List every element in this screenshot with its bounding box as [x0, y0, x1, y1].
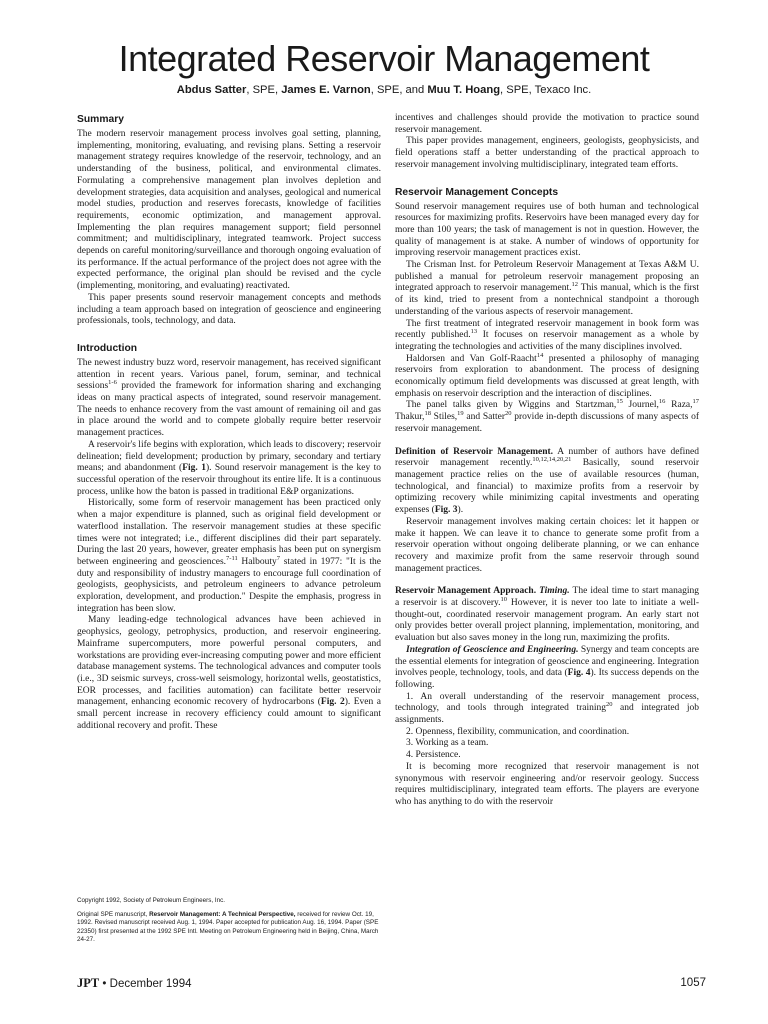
- run-in-heading: Reservoir Management Approach.: [395, 586, 537, 597]
- approach-paragraph: Reservoir Management Approach. Timing. The ideal time to start managing a reservoir is at discovery.$^{10}$ However, it is never too late to initiate a well-thought-out, coordinated reservoir management program. An early start not only provides better overall project planning, implementation, monitoring, and evaluation but also saves money in the long run, maximizing the profits.: [395, 586, 700, 644]
- right-column: [395, 113, 699, 809]
- intro-paragraph: The newest industry buzz word, reservoir management, has received significant attention in recent years. Various panel, forum, seminar, and technical sessions$^{1-6}$ provided the framework for information sharing and exchanging ideas on many practical aspects of integrated, sound reservoir management. The needs to enhance recovery from the vast amount of remaining oil and gas in place around the world and to compete globally require better reservoir management practices.: [77, 357, 381, 439]
- citation: 16: [658, 398, 666, 406]
- run-in-subheading: Timing.: [539, 586, 570, 597]
- author-affiliation: , SPE,: [246, 84, 282, 96]
- citation: 10: [500, 595, 507, 603]
- author-name: Muu T. Hoang: [427, 84, 501, 96]
- author-byline: [0, 83, 768, 97]
- body-paragraph: incentives and challenges should provide the motivation to practice sound reservoir management.: [395, 113, 699, 135]
- body-paragraph: Reservoir management involves making certain choices: let it happen or make it happen. We can leave it to chance to generate some profit from a reservoir operation without ongoing deliberate planning, or we can enhance recovery and maximize profit from the same reservoir through sound management practices.: [395, 516, 699, 574]
- manuscript-note: Original SPE manuscript, Reservoir Management: A Technical Perspective, received for review Oct. 19, 1992. Revised manuscript received Aug. 1, 1994. Paper accepted for publication Aug. 16, 1994. Paper (SPE 22350) first presented at the 1992 SPE Intl. Meeting on Petroleum Engineering held in Beijing, China, March 24-27.: [77, 911, 379, 943]
- concepts-heading: Reservoir Management Concepts: [395, 186, 559, 198]
- list-item: 1. An overall understanding of the reservoir management process, technology, and tools through integrated training$^{20}$ and integrated job assignments.: [395, 691, 699, 726]
- citation: 19: [457, 410, 464, 418]
- citation: 18: [424, 410, 431, 418]
- footnotes: [77, 897, 381, 950]
- figure-reference: Fig. 2: [320, 697, 345, 708]
- page-number: 1057: [680, 977, 706, 989]
- author-affiliation: , SPE, Texaco Inc.: [500, 84, 592, 96]
- citation: 7: [276, 554, 281, 562]
- journal-name: JPT: [77, 976, 100, 990]
- citation: 14: [536, 351, 544, 359]
- paper-title: Integrated Reservoir Management: [118, 38, 650, 79]
- author-affiliation: , SPE, and: [370, 84, 428, 96]
- journal-footer: JPT • December 1994: [77, 976, 192, 990]
- introduction-heading: Introduction: [77, 342, 138, 354]
- figure-reference: Fig. 1: [182, 463, 206, 474]
- body-paragraph: Sound reservoir management requires use of both human and technological resources for maximizing profits. Reservoirs have been managed every day for more than 100 years; the task of management is not in question. However, the quality of management is at stake. A number of windows of opportunity for improving reservoir management practices exist.: [395, 201, 699, 259]
- citation: 20: [606, 701, 613, 709]
- list-item: 3. Working as a team.: [406, 738, 489, 749]
- body-paragraph: It is becoming more recognized that reservoir management is not synonymous with reservoir engineering and/or reservoir geology. Success requires multidisciplinary, integrated team efforts. The players are everyone who has anything to do with the reservoir: [395, 761, 699, 807]
- figure-reference: Fig. 3: [434, 505, 458, 516]
- body-paragraph: The Crisman Inst. for Petroleum Reservoir Management at Texas A&M U. published a manual for petroleum reservoir management proposing an integrated approach to reservoir management.$^{12}$ This manual, which is the first of its kind, tried to present from a nontechnical standpoint a thorough understanding of the various aspects of reservoir management.: [395, 260, 699, 317]
- run-in-heading: Definition of Reservoir Management.: [395, 446, 554, 457]
- body-paragraph: The first treatment of integrated reservoir management in book form was recently published.$^{13}$ It focuses on reservoir management as a whole by integrating the technologies and activities of the many disciplines involved.: [395, 318, 699, 352]
- copyright-note: Copyright 1992, Society of Petroleum Engineers, Inc.: [77, 897, 226, 904]
- integration-paragraph: Integration of Geoscience and Engineering. Synergy and team concepts are the essential elements for integration of geoscience and engineering. Integration involves people, technology, tools, and data (Fig. 4). Its success depends on the following.: [395, 644, 699, 690]
- definition-paragraph: Definition of Reservoir Management. A number of authors have defined reservoir management recently.$^{10,12,14,20,21}$ Basically, sound reservoir management practice relies on the use of available resources (human, technological, and financial) to maximize profits from a reservoir by optimizing recovery while minimizing capital investments and operating expenses (Fig. 3).: [395, 446, 699, 516]
- citation: 12: [571, 281, 578, 289]
- citation: 7-11: [226, 554, 238, 562]
- left-column: [77, 113, 381, 732]
- citation: 10,12,14,20,21: [532, 456, 572, 464]
- citation: 1-6: [108, 379, 117, 387]
- intro-paragraph: Many leading-edge technological advances have been achieved in geophysics, geology, petrophysics, production, and reservoir engineering. Mainframe supercomputers, more powerful personal computers, and workstations are providing ever-increasing computing power and more efficient database management systems. The technological advances and computer tools (i.e., 3D seismic surveys, cross-well seismology, horizontal wells, geostatistics, EOR processes, and facilities automation) can facilitate better reservoir management, enhancing economic recovery of hydrocarbons (Fig. 2). Even a small percent increase in recovery efficiency could amount to significant additional recovery and profit. These: [77, 615, 381, 731]
- author-name: Abdus Satter: [176, 84, 247, 96]
- body-paragraph: This paper provides management, engineers, geologists, geophysicists, and field operations staff a better understanding of the practical approach to reservoir management involving multidisciplinary, integrated team efforts.: [395, 136, 699, 170]
- body-paragraph: The panel talks given by Wiggins and Startzman,$^{15}$ Journel,$^{16}$ Raza,$^{17}$ Thakur,$^{18}$ Stiles,$^{19}$ and Satter$^{20}$ provide in-depth discussions of many aspects of reservoir management.: [395, 398, 700, 434]
- summary-paragraph: This paper presents sound reservoir management concepts and methods including a team approach based on integration of geoscience and engineering professionals, tools, technology, and data.: [77, 292, 381, 327]
- issue-date: December 1994: [109, 978, 192, 990]
- body-paragraph: Haldorsen and Van Golf-Raacht$^{14}$ presented a philosophy of managing reservoirs from exploration to abandonment. The process of designing economically optimum field developments was discussed at great length, with emphasis on reservoir description and the interaction of disciplines.: [395, 351, 700, 399]
- summary-heading: Summary: [77, 114, 124, 125]
- list-item: 2. Openness, flexibility, communication, and coordination.: [406, 726, 630, 737]
- author-name: James E. Varnon: [281, 84, 371, 96]
- citation: 15: [616, 398, 623, 406]
- summary-paragraph: The modern reservoir management process involves goal setting, planning, implementing, monitoring, evaluating, and revising plans. Setting a reservoir management strategy requires knowledge of the reservoir, technology, and an understanding of the business, political, and environmental climates. Formulating a comprehensive management plan involves depletion and development strategies, data acquisition and analyses, geological and numerical model studies, production and reserves forecasts, knowledge of facilities requirements, economic optimization, and management approval. Implementing the plan requires management support; field personnel commitment; and multidisciplinary, integrated teamwork. Project success depends on careful monitoring/surveillance and thorough ongoing evaluation of its performance. If the actual performance of the project does not agree with the expected performance, the original plan should be revised and the cycle (implementing, monitoring, and evaluating) reactivated.: [77, 129, 381, 292]
- figure-reference: Fig. 4: [567, 668, 591, 679]
- citation: 17: [692, 398, 700, 406]
- intro-paragraph: A reservoir's life begins with exploration, which leads to discovery; reservoir delineation; field development; production by primary, secondary and tertiary means; and abandonment (Fig. 1). Sound reservoir management is the key to successful operation of the reservoir throughout its entire life. It is a continuous process, unlike how the baton is passed in traditional E&P organizations.: [77, 439, 382, 497]
- run-in-subheading: Integration of Geoscience and Engineering.: [406, 644, 579, 655]
- citation: 13: [470, 328, 478, 336]
- intro-paragraph: Historically, some form of reservoir management has been practiced only when a major expenditure is planned, such as original field development or waterflood installation. The reservoir management studies at these specific times were not integrated; i.e., different disciplines did their part separately. During the last 20 years, however, greater emphasis has been put on synergism between engineering and geosciences.$^{7-11}$ Halbouty$^7$ stated in 1977: "It is the duty and responsibility of industry managers to encourage full coordination of geologists, geophysicists, and petroleum engineers to advance petroleum exploration, development, and production." Despite the emphasis, progress in integration has been slow.: [77, 498, 382, 614]
- citation: 20: [505, 410, 512, 418]
- list-item: 4. Persistence.: [406, 750, 461, 761]
